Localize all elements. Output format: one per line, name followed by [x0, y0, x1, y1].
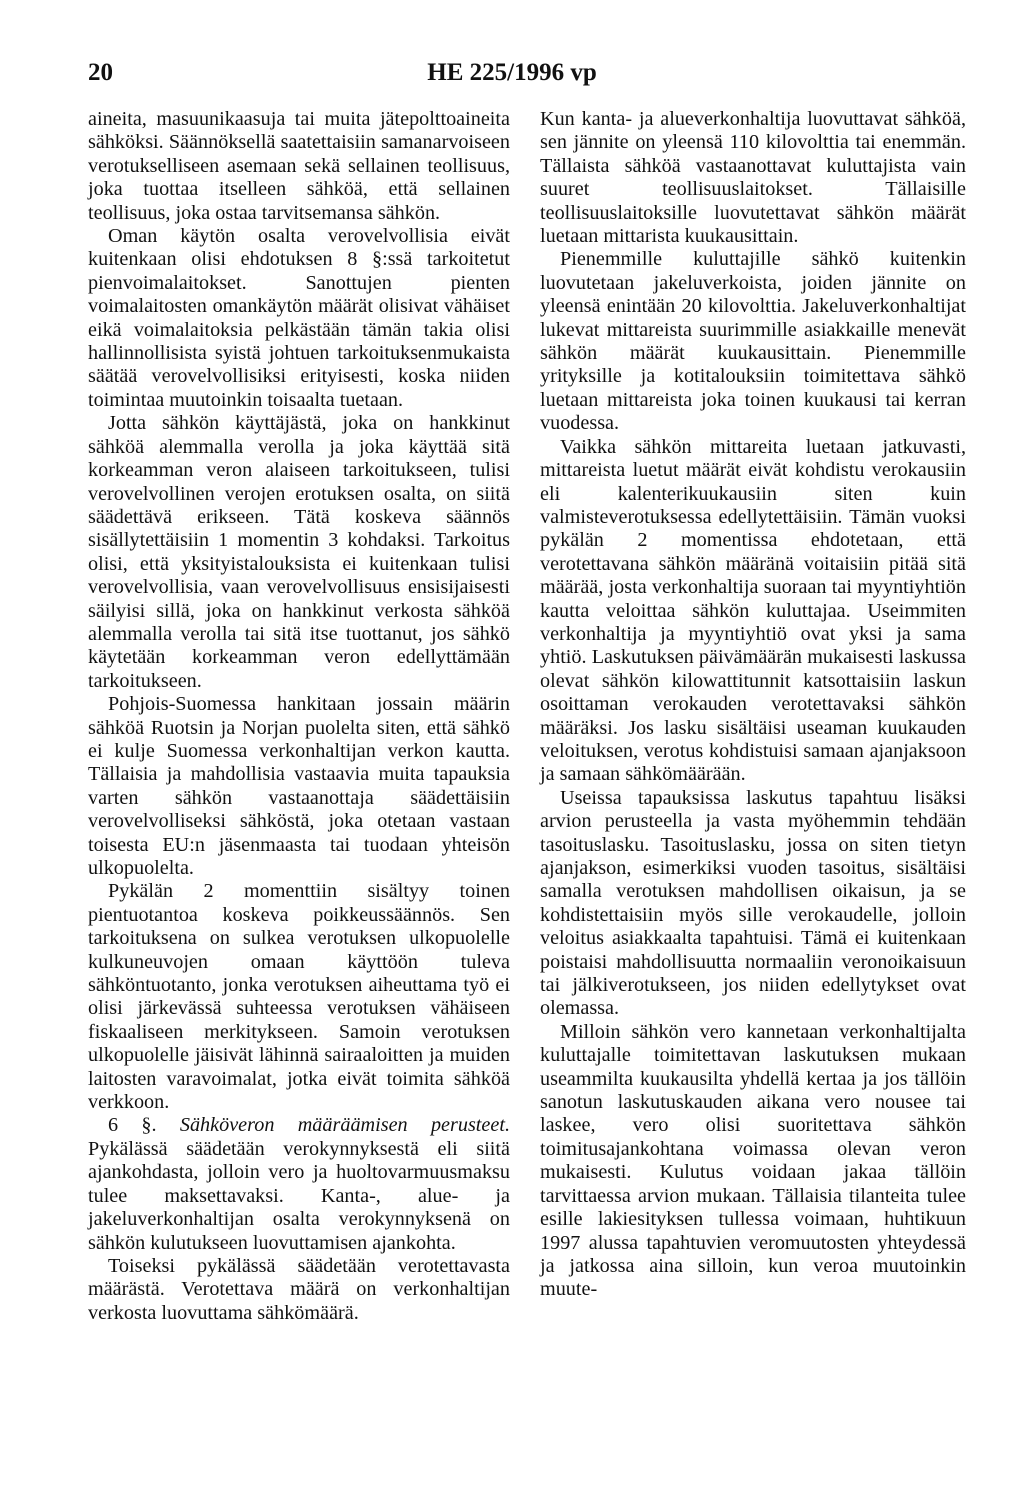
paragraph-meter-reading: Vaikka sähkön mittareita luetaan jatkuvasti, mittareista luetut määrät eivät kohdistu verokausiin eli kalenterikuukausiin siten kuin valmisteverotuksessa edellytettäisiin. Tämän vuoksi pykälän 2 momentissa ehdotetaan, että verotettavana sähkön määränä voitaisiin pitää sitä määrää, josta verkonhaltija suoraan tai myyntiyhtiön kautta veloittaa sähkön kuluttajaa. Useimmiten verkonhaltija ja myyntiyhtiö ovat yksi ja sama yhtiö. Laskutuksen päivämäärän mukaisesti laskussa olevat sähkön kilowattitunnit katsottaisiin laskun osoittaman verokauden verotettavaksi sähkön määräksi. Jos lasku sisältäisi useaman kuukauden veloituksen, verotus kohdistuisi samaan ajanjaksoon ja samaan sähkömäärään.: [540, 435, 966, 786]
paragraph-northern-finland: Pohjois-Suomessa hankitaan jossain määrin sähköä Ruotsin ja Norjan puolelta siten, että sähkö ei kulje Suomessa verkonhaltijan verkon kautta. Tällaisia ja mahdollisia vastaavia muita tapauksia varten sähkön vastaanottaja säädettäisiin verovelvolliseksi sähköstä, joka otetaan vastaan toisesta EU:n jäsenmaasta tai tuodaan yhteisön ulkopuolelta.: [88, 693, 510, 879]
section-title: Sähköveron määräämisen perusteet.: [179, 1114, 510, 1137]
paragraph-tax-difference: Jotta sähkön käyttäjästä, joka on hankkinut sähköä alemmalla verolla ja joka käyttää sitä korkeamman veron alaiseen tarkoitukseen, tulisi verovelvollinen verojen erotuksen osalta, on siitä säädettävä erikseen. Tätä koskeva säännös sisällytettäisiin 1 momentin 3 kohdaksi. Tarkoitus olisi, että yksityistalouksista ei kuitenkaan tulisi verovelvollisia, vaan verovelvollisuus ensisijaisesti säilyisi sillä, joka on hankkinut verkosta sähköä alemmalla verolla tai sitä itse tuottanut, jos sähkö käytetään korkeamman veron edellyttämään tarkoitukseen.: [88, 412, 510, 692]
paragraph-taxable-amount: Toiseksi pykälässä säädetään verotettavasta määrästä. Verotettava määrä on verkonhaltijan verkosta luovuttama sähkömäärä.: [88, 1254, 510, 1324]
paragraph-voltage-high: Kun kanta- ja alueverkonhaltija luovuttavat sähköä, sen jännite on yleensä 110 kilovolttia tai enemmän. Tällaista sähköä vastaanottavat kuluttajista vain suuret teollisuuslaitokset. Tällaisille teollisuuslaitoksille luovutettavat sähkön määrät luetaan mittarista kuukausittain.: [540, 108, 966, 248]
page-number: 20: [88, 59, 113, 86]
paragraph-own-use: Oman käytön osalta verovelvollisia eivät kuitenkaan olisi ehdotuksen 8 §:ssä tarkoitetut pienvoimalaitokset. Sanottujen pienten voimalaitosten omankäytön määrät olisivat vähäiset eikä voimalaitoksia pelkästään tämän takia olisi hallinnollisista syistä johtuen tarkoituksenmukaista säätää verovelvollisiksi erityisesti, koska niiden toimintaa muutoinkin toisaalta tuetaan.: [88, 225, 510, 411]
left-column: [88, 108, 510, 1325]
section-text: Pykälässä säädetään verokynnyksestä eli siitä ajankohdasta, jolloin vero ja huoltovarmuusmaksu tulee maksettavaksi. Kanta-, alue- ja jakeluverkonhaltijan osalta verokynnyksenä on sähkön kulutukseen luovuttamisen ajankohta.: [88, 1137, 510, 1254]
paragraph-continuation: aineita, masuunikaasuja tai muita jätepolttoaineita sähköksi. Säännöksellä saatettaisiin samanarvoiseen verotukselliseen asemaan sekä sellainen teollisuus, joka tuottaa itselleen sähköä, että sellainen teollisuus, joka ostaa tarvitsemansa sähkön.: [88, 108, 510, 224]
paragraph-tax-change: Milloin sähkön vero kannetaan verkonhaltijalta kuluttajalle toimitettavan laskutuksen mukaan useammilta kuukausilta yhdellä kertaa ja jos tällöin sanotun laskutuskauden aikana vero nousee tai laskee, vero olisi suoritettava sähkön toimitusajankohtana voimassa olevan veron mukaisesti. Kulutus voidaan jakaa tällöin tarvittaessa arvion mukaan. Tällaisia tilanteita tulee esille lakiesityksen tullessa voimaan, huhtikuun 1997 alussa tapahtuvien veromuutosten yhteydessä ja jatkossa aina silloin, kun veroa muutoinkin muute-: [540, 1020, 966, 1301]
paragraph-equalization-bill: Useissa tapauksissa laskutus tapahtuu lisäksi arvion perusteella ja vasta myöhemmin tehdään tasoituslasku. Tasoituslasku, jossa on siten tietyn ajanjakson, esimerkiksi vuoden tasoitus, sisältäisi samalla verotuksen mahdollisen oikaisun, ja se kohdistettaisiin myös sille verokaudelle, jolloin veloitus asiakkaalta tapahtuisi. Tämä ei kuitenkaan poistaisi mahdollisuutta normaaliin veronoikaisuun tai jälkiverotukseen, jos niiden edellytykset ovat olemassa.: [540, 786, 966, 1020]
paragraph-small-consumers: Pienemmille kuluttajille sähkö kuitenkin luovutetaan jakeluverkoista, joiden jännite on yleensä enintään 20 kilovolttia. Jakeluverkonhaltijat lukevat mittareista suurimmille asiakkaille menevät sähkön määrät kuukausittain. Pienemmille yrityksille ja kotitalouksiin toimitettava sähkö luetaan mittareista joka toinen kuukausi tai kerran vuodessa.: [540, 248, 966, 435]
paragraph-small-production: Pykälän 2 momenttiin sisältyy toinen pientuotantoa koskeva poikkeussäännös. Sen tarkoituksena on sulkea verotuksen ulkopuolelle kulkuneuvojen omaan käyttöön tuleva sähköntuotanto, jonka verotuksen aiheuttama työ ei olisi järkevässä suhteessa verotuksen vähäiseen fiskaaliseen merkitykseen. Samoin verotuksen ulkopuolelle jäisivät lähinnä sairaaloitten ja muiden laitosten varavoimalat, jotka eivät toimita sähköä verkkoon.: [88, 880, 510, 1114]
document-id-header: HE 225/1996 vp: [427, 59, 597, 86]
section-number: 6 §.: [108, 1114, 157, 1137]
right-column: [540, 108, 966, 1302]
paragraph-section-6: [88, 1114, 510, 1254]
